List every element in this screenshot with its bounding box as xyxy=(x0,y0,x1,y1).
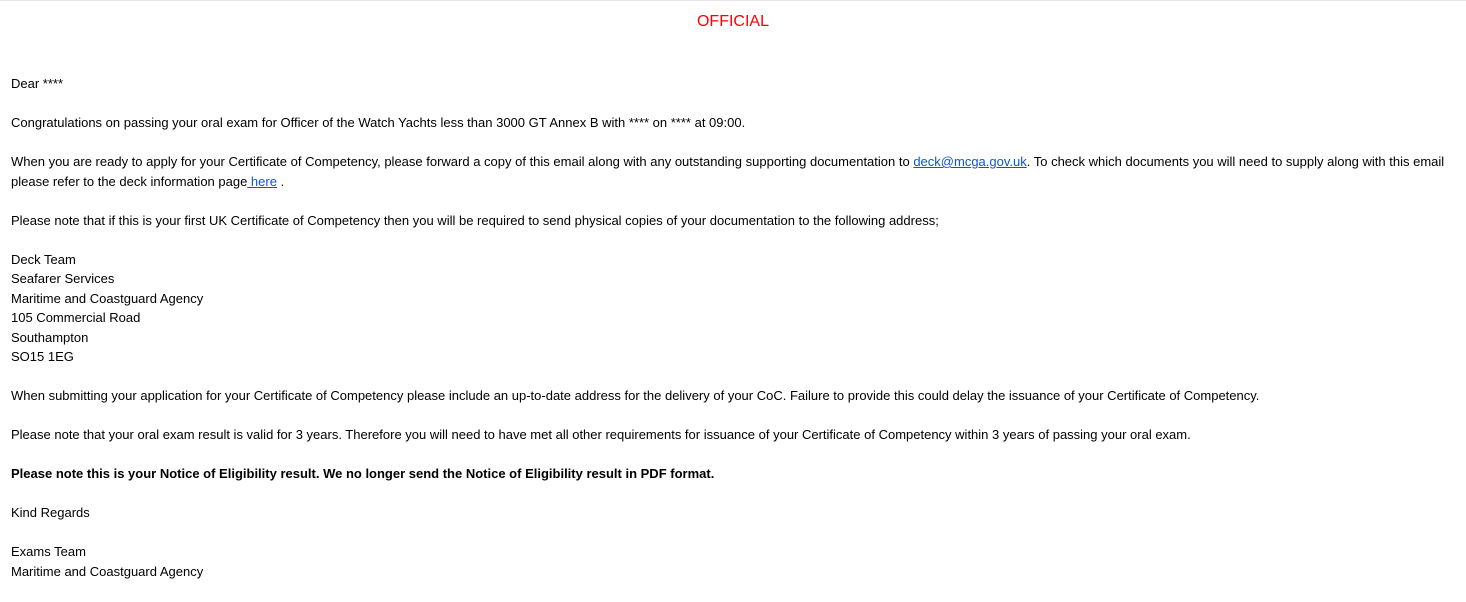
spacer xyxy=(11,367,1451,387)
apply-text-before: When you are ready to apply for your Certificate of Competency, please forward a copy of this email along with any outstanding supporting documentation to xyxy=(11,154,914,169)
first-uk-coc-note: Please note that if this is your first UK Certificate of Competency then you will be required to send physical copies of your documentation to the following address; xyxy=(11,212,939,228)
address-line: SO15 1EG xyxy=(11,349,74,364)
congratulations-paragraph: Congratulations on passing your oral exam for Officer of the Watch Yachts less than 3000 GT Annex B with **** on **** at 09:00. xyxy=(11,115,746,130)
spacer xyxy=(11,445,1451,465)
spacer xyxy=(11,230,1451,250)
spacer xyxy=(11,406,1451,426)
greeting: Dear **** xyxy=(11,76,64,91)
signature-line: Exams Team xyxy=(11,544,86,559)
postal-address xyxy=(11,250,1451,367)
deck-email-link[interactable]: deck@mcga.gov.uk xyxy=(913,154,1027,169)
spacer xyxy=(11,191,1451,211)
eligibility-note: Please note this is your Notice of Eligibility result. We no longer send the Notice of Eligibility result in PDF format. xyxy=(11,466,715,481)
deck-info-here-link[interactable]: here xyxy=(247,173,277,189)
apply-paragraph xyxy=(11,152,1451,191)
address-line: Seafarer Services xyxy=(11,271,115,286)
email-body xyxy=(11,74,1451,581)
signature xyxy=(11,542,1451,581)
apply-text-after: . xyxy=(276,173,285,189)
closing: Kind Regards xyxy=(11,505,90,520)
apply-text-middle: . To check which documents you will need to supply along with this email please refer to the deck information page xyxy=(11,154,1445,189)
classification-label: OFFICIAL xyxy=(696,13,769,30)
address-line: Maritime and Coastguard Agency xyxy=(11,290,204,306)
spacer xyxy=(11,94,1451,114)
submission-note: When submitting your application for your Certificate of Competency please include an up-to-date address for the delivery of your CoC. Failure to provide this could delay the issuance of your Certificate of Competency. xyxy=(11,388,1260,403)
spacer xyxy=(11,133,1451,153)
validity-note: Please note that your oral exam result is valid for 3 years. Therefore you will need to have met all other requirements for issuance of your Certificate of Competency within 3 years of passing your oral exam. xyxy=(11,427,1191,442)
top-divider xyxy=(0,0,1466,1)
signature-line: Maritime and Coastguard Agency xyxy=(11,563,204,579)
address-line: Southampton xyxy=(11,329,89,345)
address-line: 105 Commercial Road xyxy=(11,310,141,325)
spacer xyxy=(11,523,1451,543)
spacer xyxy=(11,484,1451,504)
address-line: Deck Team xyxy=(11,251,76,267)
